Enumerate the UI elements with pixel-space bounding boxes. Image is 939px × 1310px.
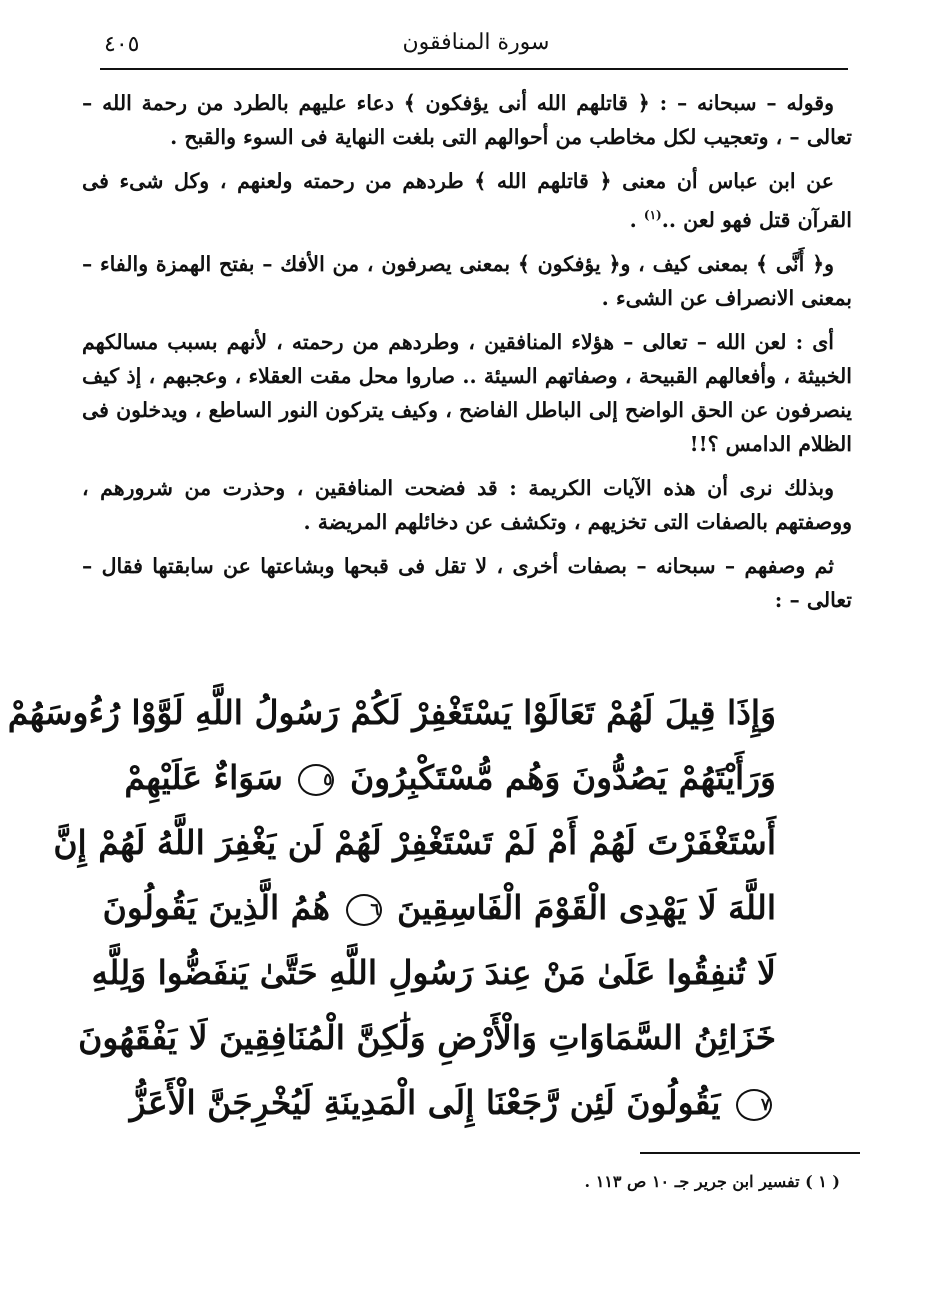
verse-line [7, 680, 776, 745]
verse-text: وَإِذَا قِيلَ لَهُمْ تَعَالَوْا يَسْتَغْفِرْ لَكُمْ رَسُولُ اللَّهِ لَوَّوْا رُءُوسَهُمْ [7, 693, 776, 732]
paragraph: وقوله – سبحانه – : ﴿ قاتلهم الله أنى يؤفكون ﴾ دعاء عليهم بالطرد من رحمة الله – تعالى – ، وتعجيب لكل مخاطب من أحوالهم التى بلغت النهاية فى السوء والقبح . [82, 91, 852, 149]
verse-text: هُمُ الَّذِينَ يَقُولُونَ [102, 888, 331, 927]
page-number: ٤٠٥ [104, 32, 140, 57]
verse-text: أَسْتَغْفَرْتَ لَهُمْ أَمْ لَمْ تَسْتَغْفِرْ لَهُمْ لَن يَغْفِرَ اللَّهُ لَهُمْ إِنَّ [53, 823, 776, 862]
verse-text: اللَّهَ لَا يَهْدِى الْقَوْمَ الْفَاسِقِينَ [397, 888, 776, 927]
ayah-number-marker: ٦ [346, 894, 382, 926]
footnote: ( ١ ) تفسير ابن جرير جـ ١٠ ص ١١٣ . [584, 1172, 840, 1191]
commentary-text [82, 86, 852, 627]
verse-line [102, 875, 776, 940]
footnote-rule [640, 1152, 860, 1154]
verse-text: لَا تُنفِقُوا عَلَىٰ مَنْ عِندَ رَسُولِ اللَّهِ حَتَّىٰ يَنفَضُّوا وَلِلَّهِ [91, 953, 776, 992]
verse-text: وَرَأَيْتَهُمْ يَصُدُّونَ وَهُم مُّسْتَكْبِرُونَ [349, 758, 776, 797]
quran-verses [7, 680, 776, 1135]
verse-line [53, 810, 776, 875]
verse-text: خَزَائِنُ السَّمَاوَاتِ وَالْأَرْضِ وَلَٰكِنَّ الْمُنَافِقِينَ لَا يَفْقَهُونَ [78, 1018, 776, 1057]
paragraph-tail: . [629, 207, 644, 232]
verse-line [129, 1070, 776, 1135]
paragraph: و﴿ أَنَّى ﴾ بمعنى كيف ، و﴿ يؤفكون ﴾ بمعنى يصرفون ، من الأفك – بفتح الهمزة والفاء – بمعنى الانصراف عن الشىء . [82, 251, 852, 310]
ayah-number-marker: ٥ [298, 764, 334, 796]
paragraph: وبذلك نرى أن هذه الآيات الكريمة : قد فضحت المنافقين ، وحذرت من شرورهم ، ووصفتهم بالصفات التى تخزيهم ، وتكشف عن دخائلهم المريضة . [82, 475, 852, 534]
verse-text: سَوَاءٌ عَلَيْهِمْ [124, 758, 283, 797]
verse-line [124, 745, 776, 810]
paragraph: أى : لعن الله – تعالى – هؤلاء المنافقين ، وطردهم من رحمته ، لأنهم بسبب مسالكهم الخبيثة ، وأفعالهم القبيحة ، وصفاتهم السيئة .. صاروا محل مقت العقلاء ، وعجبهم ، إذ كيف ينصرفون عن الحق الواضح إلى الباطل الفاضح ، وكيف يتركون النور الساطع ، ويدخلون فى الظلام الدامس ؟!! [82, 329, 852, 456]
page-header [104, 28, 848, 68]
footnote-reference[interactable]: (١) [643, 208, 662, 222]
verse-line [91, 940, 776, 1005]
paragraph-text: عن ابن عباس أن معنى ﴿ قاتلهم الله ﴾ طردهم من رحمته ولعنهم ، وكل شىء فى القرآن قتل فهو لعن .. [82, 169, 852, 232]
header-rule [100, 68, 848, 70]
running-title: سورة المنافقون [402, 30, 550, 55]
verse-text: يَقُولُونَ لَئِن رَّجَعْنَا إِلَى الْمَدِينَةِ لَيُخْرِجَنَّ الْأَعَزُّ [129, 1083, 721, 1122]
paragraph [82, 164, 852, 237]
paragraph: ثم وصفهم – سبحانه – بصفات أخرى ، لا تقل فى قبحها وبشاعتها عن سابقتها فقال – تعالى – : [82, 553, 852, 612]
ayah-number-marker: ٧ [736, 1089, 772, 1121]
verse-line [78, 1005, 776, 1070]
